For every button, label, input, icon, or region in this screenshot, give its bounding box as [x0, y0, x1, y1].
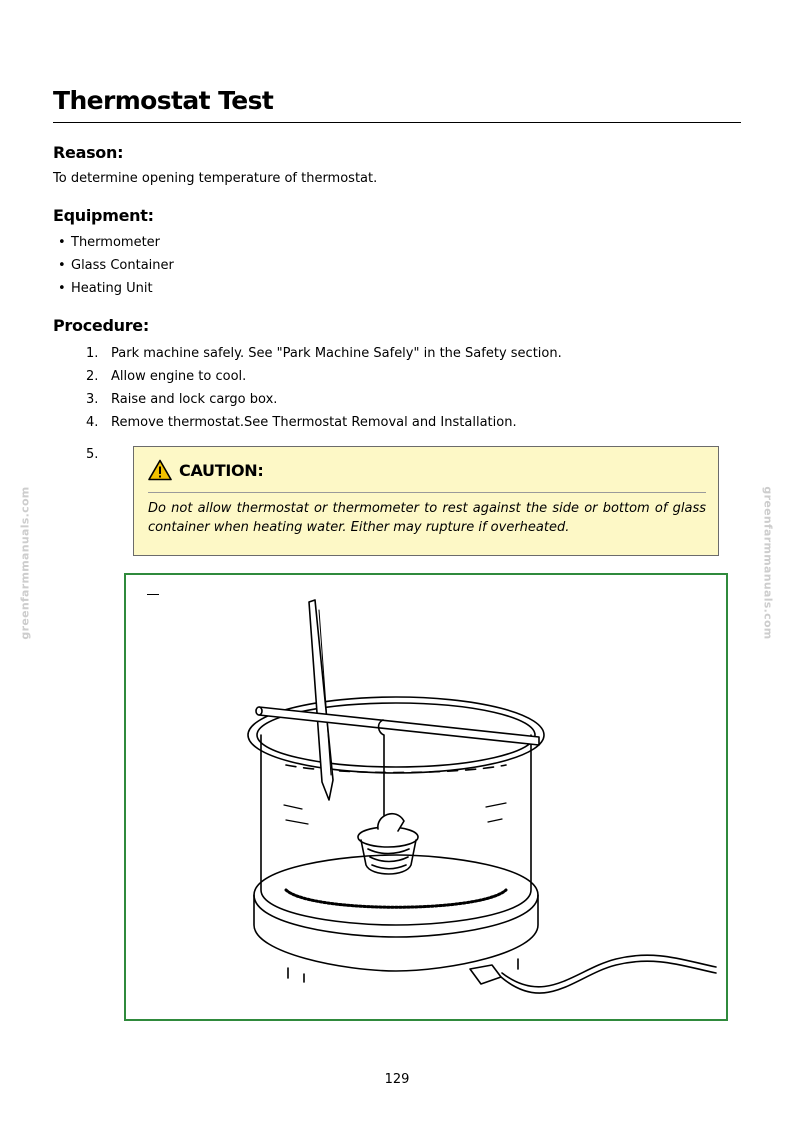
heating-setup-drawing [126, 575, 726, 1019]
caution-divider [148, 492, 706, 493]
procedure-step: 1. Park machine safely. See "Park Machine Safely" in the Safety section. [86, 346, 562, 361]
watermark-right: greenfarmmanuals.com [761, 486, 775, 640]
caution-text: Do not allow thermostat or thermometer to rest against the side or bottom of glass container when heating water. Either may rupture if overheated. [148, 501, 706, 535]
caution-heading: CAUTION: [179, 460, 264, 480]
thermostat-test-illustration [124, 573, 728, 1021]
bullet-icon: • [58, 258, 66, 273]
reason-text: To determine opening temperature of thermostat. [53, 171, 378, 186]
reason-heading: Reason: [53, 143, 124, 162]
warning-triangle-icon [148, 459, 172, 481]
procedure-steps [86, 345, 562, 437]
title-divider [53, 122, 741, 123]
procedure-step-5-number: 5. [86, 447, 99, 462]
watermark-left: greenfarmmanuals.com [18, 486, 32, 640]
page-title: Thermostat Test [53, 86, 274, 115]
equipment-item: • Thermometer [58, 235, 161, 250]
equipment-item: • Glass Container [58, 258, 174, 273]
bullet-icon: • [58, 235, 66, 250]
caution-header [148, 459, 263, 481]
page-number: 129 [384, 1072, 410, 1087]
procedure-heading: Procedure: [53, 316, 149, 335]
procedure-step: 3. Raise and lock cargo box. [86, 392, 278, 407]
equipment-item: • Heating Unit [58, 281, 153, 296]
bullet-icon: • [58, 281, 66, 296]
equipment-list [58, 234, 174, 303]
equipment-heading: Equipment: [53, 206, 154, 225]
procedure-step: 2. Allow engine to cool. [86, 369, 247, 384]
caution-box [133, 446, 719, 556]
procedure-step: 4. Remove thermostat.See Thermostat Removal and Installation. [86, 415, 517, 430]
